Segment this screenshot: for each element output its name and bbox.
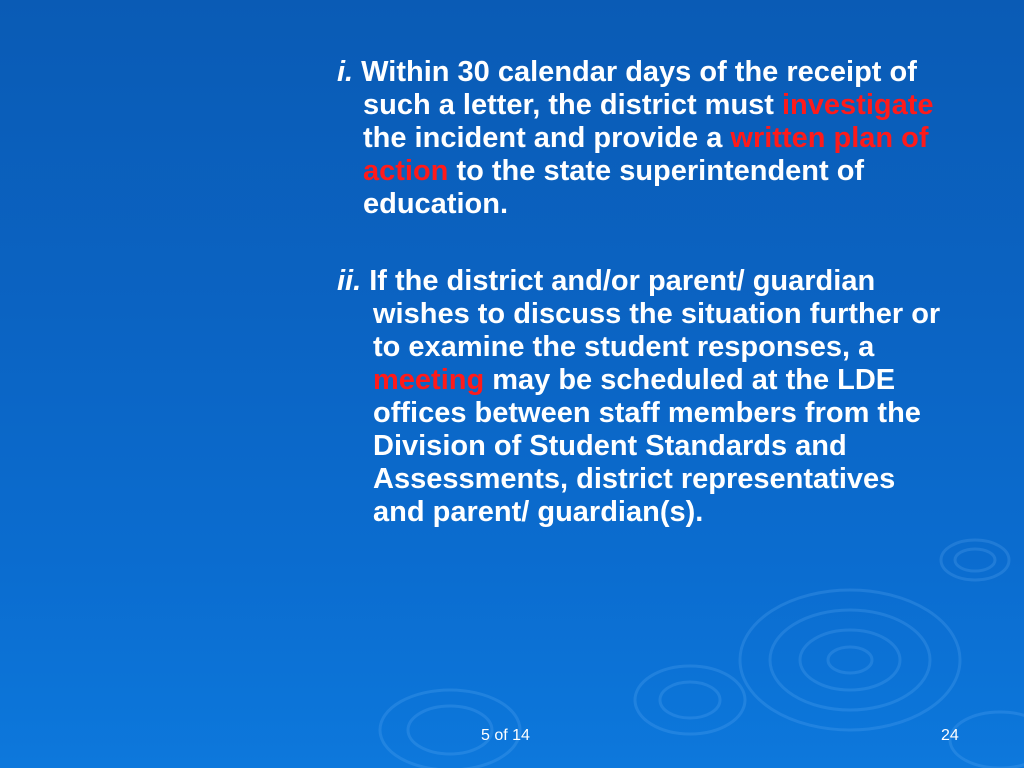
list-item: [337, 56, 947, 221]
list-item: [337, 265, 947, 529]
highlight-written-plan: written plan of action: [363, 122, 929, 187]
item-marker: ii.: [337, 265, 362, 297]
page-indicator: 5 of 14: [481, 727, 530, 744]
item-text: may be scheduled at the LDE offices between staff members from the Division of Student Standards and Assessments, district representatives and parent/ guardian(s).: [373, 364, 921, 528]
item-text: If the district and/or parent/ guardian wishes to discuss the situation further or to examine the student responses, a: [361, 265, 941, 363]
highlight-investigate: investigate: [782, 89, 934, 121]
item-text: to the state superintendent of education.: [363, 155, 865, 220]
slide-number: 24: [941, 727, 959, 744]
item-text: the incident and provide a: [363, 122, 731, 154]
highlight-meeting: meeting: [373, 364, 485, 396]
slide-body: [337, 56, 947, 529]
item-text: Within 30 calendar days of the receipt of such a letter, the district must: [353, 56, 917, 121]
item-marker: i.: [337, 56, 354, 88]
